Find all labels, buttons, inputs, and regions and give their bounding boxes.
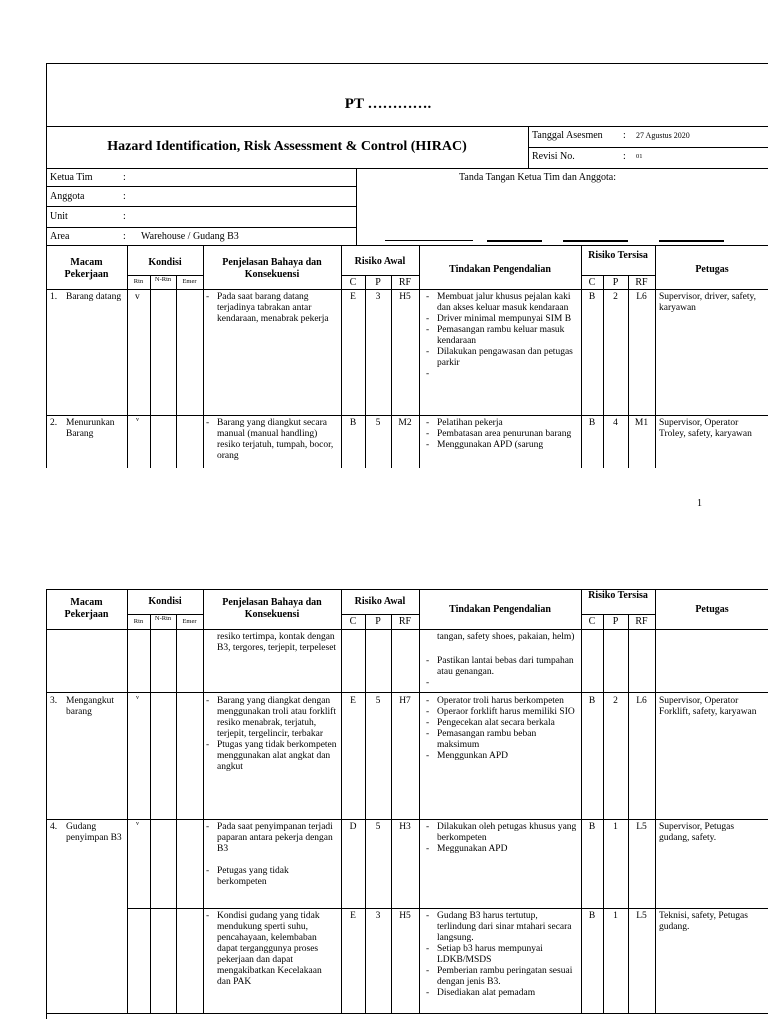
col-c2: C (588, 616, 596, 627)
page-number: 1 (697, 498, 702, 509)
col-tindakan: Tindakan Pengendalian (449, 264, 551, 275)
list-item: - Pada saat penyimpanan terjadi paparan antara pekerja dengan B3 (206, 822, 337, 855)
row-number: 2. (50, 418, 58, 428)
residual-p: 4 (613, 418, 618, 428)
col-risiko-awal: Risiko Awal (354, 256, 406, 267)
col-kondisi: Kondisi (148, 257, 182, 268)
residual-c: B (588, 911, 596, 921)
revisi-value: 01 (636, 153, 643, 160)
list-item: - Barang yang diangkat dengan menggunakan troli atau forklift resiko menabrak, terjatuh, terjepit, tergelincir, terbakar (206, 696, 337, 740)
residual-rf: M1 (634, 418, 649, 428)
col-macam: Macam Pekerjaan (64, 257, 109, 280)
risk-p: 5 (375, 418, 381, 428)
rtn-mark: v (136, 821, 139, 827)
col-p: P (375, 616, 381, 627)
unit-label: Unit (50, 211, 68, 222)
risk-c: E (350, 292, 356, 302)
hazard-list (206, 292, 337, 325)
list-item: - Pengecekan alat secara berkala (426, 718, 578, 729)
col-petugas: Petugas (695, 604, 729, 615)
tanggal-value: 27 Agustus 2020 (636, 131, 690, 140)
risk-rf: H7 (399, 696, 411, 706)
revisi-label: Revisi No. (532, 151, 575, 162)
col-tindakan: Tindakan Pengendalian (449, 604, 551, 615)
petugas-text: Supervisor, Operator Forklift, safety, karyawan (659, 696, 757, 717)
col-penjelasan: Penjelasan Bahaya dan Konsekuensi (222, 257, 322, 280)
risk-rf: H3 (399, 822, 411, 832)
hazard-list (206, 418, 337, 468)
residual-rf: L5 (636, 911, 647, 921)
col-rtn: Rtn (133, 278, 144, 285)
residual-c: B (588, 822, 596, 832)
risk-c: B (349, 418, 357, 428)
row-number: 4. (50, 822, 58, 832)
area-value: Warehouse / Gudang B3 (141, 231, 239, 242)
residual-rf: L5 (636, 822, 647, 832)
residual-p: 1 (613, 911, 618, 921)
col-c: C (349, 616, 357, 627)
job-name: Barang datang (66, 292, 122, 302)
list-item: - Barang yang diangkut secara manual (manual handling) resiko terjatuh, tumpah, bocor, orang (206, 418, 337, 462)
col-rtn: Rtn (133, 618, 144, 625)
list-item: - Operator troli harus berkompeten (426, 696, 578, 707)
rtn-mark: v (135, 292, 140, 302)
col-nrtn: N-Rtn (154, 615, 172, 622)
risk-c: E (350, 696, 356, 706)
table-row (50, 418, 126, 440)
list-item: - Pembatasan area penurunan barang (426, 429, 578, 440)
row-number: 1. (50, 292, 58, 302)
petugas-text: Supervisor, Operator Troley, safety, karyawan (659, 418, 752, 439)
col-nrtn: N-Rtn (154, 276, 172, 283)
petugas-text: Supervisor, driver, safety, karyawan (659, 292, 757, 313)
tanggal-colon: : (623, 130, 626, 141)
col-rf: RF (398, 277, 412, 288)
col-rf2: RF (635, 277, 648, 288)
risk-p: 5 (375, 822, 381, 832)
signature-label: Tanda Tangan Ketua Tim dan Anggota: (459, 172, 617, 183)
col-rf2: RF (635, 616, 648, 627)
col-risiko-awal: Risiko Awal (354, 596, 406, 607)
document-title: Hazard Identification, Risk Assessment & Control (HIRAC) (107, 139, 467, 154)
hazard-list (206, 911, 337, 988)
col-p2: P (612, 277, 619, 288)
rtn-mark: v (136, 695, 139, 701)
ketua-colon: : (123, 172, 126, 183)
col-rf: RF (398, 616, 412, 627)
list-item: - Gudang B3 harus tertutup, terlindung dari sinar mtahari secara langsung. (426, 911, 578, 944)
list-item: - Pemasangan rambu beban maksimum (426, 729, 578, 751)
list-item: - Pelatihan pekerja (426, 418, 578, 429)
job-name: Gudang penyimpan B3 (66, 822, 122, 843)
hazard-list (206, 696, 337, 773)
residual-p: 1 (613, 822, 618, 832)
risk-p: 3 (375, 292, 381, 302)
list-item: - Disediakan alat pemadam (426, 988, 578, 999)
residual-p: 2 (613, 696, 618, 706)
control-list (426, 696, 578, 762)
company-name: PT …………. (344, 96, 432, 112)
signature-line (563, 240, 628, 242)
residual-rf: L6 (636, 292, 647, 302)
risk-p: 5 (375, 696, 381, 706)
risk-p: 3 (375, 911, 381, 921)
hazard-list (206, 822, 337, 888)
col-c: C (349, 277, 357, 288)
col-p2: P (612, 616, 619, 627)
control-list (426, 911, 578, 999)
col-macam: Macam Pekerjaan (64, 597, 109, 620)
area-label: Area (50, 231, 70, 242)
revisi-colon: : (623, 151, 626, 162)
signature-line (385, 240, 473, 241)
residual-c: B (588, 418, 596, 428)
risk-c: D (349, 822, 357, 832)
rtn-mark: v (136, 417, 139, 423)
ketua-label: Ketua Tim (50, 172, 93, 183)
risk-rf: H5 (399, 911, 411, 921)
residual-c: B (588, 696, 596, 706)
col-petugas: Petugas (695, 264, 729, 275)
col-risiko-tersisa: Risiko Tersisa (588, 590, 648, 601)
col-p: P (375, 277, 381, 288)
list-item: - Ptugas yang tidak berkompeten menggunakan alat angkat dan angkut (206, 740, 337, 773)
residual-rf: L6 (636, 696, 647, 706)
col-penjelasan: Penjelasan Bahaya dan Konsekuensi (222, 597, 322, 620)
signature-line (659, 240, 724, 242)
list-item: - Pada saat barang datang terjadinya tabrakan antar kendaraan, menabrak pekerja (206, 292, 337, 325)
residual-c: B (588, 292, 596, 302)
list-item: - Pemasangan rambu keluar masuk kendaraan (426, 325, 578, 347)
control-continuation: tangan, safety shoes, pakaian, helm) (437, 632, 575, 642)
job-name: Mengangkut barang (66, 696, 115, 717)
list-item: - Membuat jalur khusus pejalan kaki dan akses keluar masuk kendaraan (426, 292, 578, 314)
table-row (50, 822, 126, 844)
unit-colon: : (123, 211, 126, 222)
hazard-continuation: resiko tertimpa, kontak dengan B3, tergores, terjepit, terpeleset (217, 632, 337, 653)
list-item: - Pastikan lantai bebas dari tumpahan atau genangan. (426, 656, 578, 678)
anggota-label: Anggota (50, 191, 85, 202)
control-list (426, 418, 578, 468)
risk-rf: H5 (399, 292, 411, 302)
control-list (426, 292, 578, 369)
list-item: - Kondisi gudang yang tidak mendukung sperti suhu, pencahayaan, kelembaban dapat terganggunya proses pekerjaan dan dapat mengakibatkan Kecelakaan dan PAK (206, 911, 337, 988)
control-list (426, 656, 578, 678)
list-item: - Driver minimal mempunyai SIM B (426, 314, 578, 325)
col-emer: Emer (182, 278, 197, 285)
list-item: - Setiap b3 harus mempunyai LDKB/MSDS (426, 944, 578, 966)
list-item: - Pemberian rambu peringatan sesuai dengan jenis B3. (426, 966, 578, 988)
col-emer: Emer (182, 618, 197, 625)
list-item: - Operaor forklift harus memiliki SIO (426, 707, 578, 718)
list-item: - Dilakukan pengawasan dan petugas parkir (426, 347, 578, 369)
row-number: 3. (50, 696, 58, 706)
risk-c: E (350, 911, 356, 921)
list-item: - Menggunakan APD (sarung (426, 440, 578, 451)
signature-line (487, 240, 542, 242)
col-kondisi: Kondisi (148, 596, 182, 607)
risk-rf: M2 (398, 418, 412, 428)
job-name: Menurunkan Barang (66, 418, 115, 439)
list-item: - Menggunkan APD (426, 751, 578, 762)
table-row (50, 292, 126, 303)
list-item: - Dilakukan oleh petugas khusus yang berkompeten (426, 822, 578, 844)
control-list (426, 822, 578, 855)
residual-p: 2 (613, 292, 618, 302)
col-c2: C (588, 277, 596, 288)
list-item: - Petugas yang tidak berkompeten (206, 866, 337, 888)
petugas-text: Supervisor, Petugas gudang, safety. (659, 822, 735, 843)
petugas-text: Teknisi, safety, Petugas gudang. (659, 911, 748, 932)
col-risiko-tersisa: Risiko Tersisa (588, 250, 648, 261)
table-row (50, 696, 126, 718)
tanggal-label: Tanggal Asesmen (532, 130, 603, 141)
anggota-colon: : (123, 191, 126, 202)
list-item: - Meggunakan APD (426, 844, 578, 855)
area-colon: : (123, 231, 126, 242)
